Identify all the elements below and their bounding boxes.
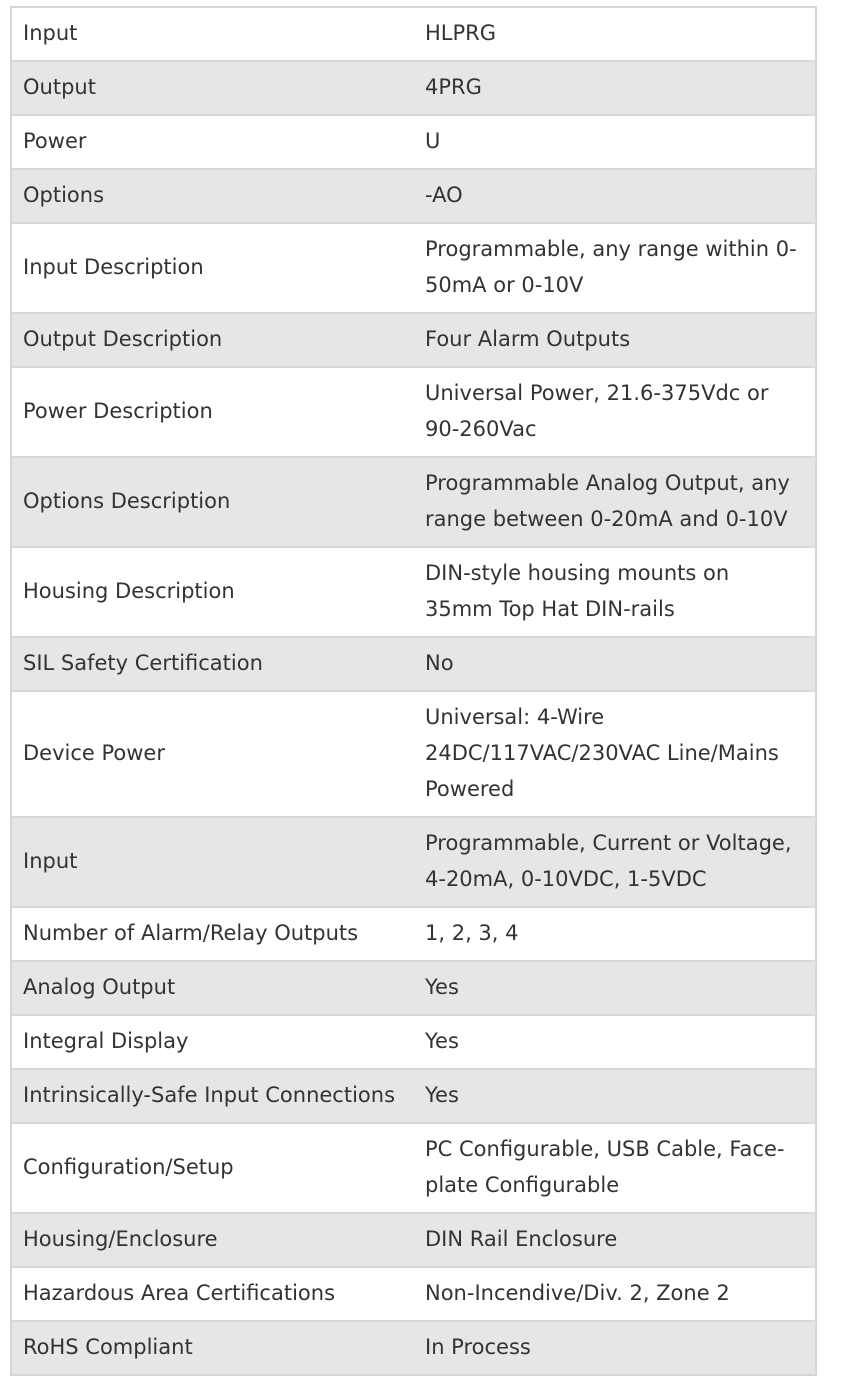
spec-row [11,1123,816,1213]
spec-row [11,637,816,691]
spec-value: -AO [413,169,816,223]
spec-label: RoHS Compliant [11,1321,413,1375]
spec-value: Yes [413,1015,816,1069]
spec-value: 4PRG [413,61,816,115]
spec-label: Input Description [11,223,413,313]
spec-value: HLPRG [413,7,816,61]
spec-label: Options [11,169,413,223]
spec-row [11,457,816,547]
spec-label: Housing Description [11,547,413,637]
spec-label: Input [11,7,413,61]
spec-value: Yes [413,1069,816,1123]
spec-value: Programmable, any range within 0-50mA or 0-10V [413,223,816,313]
spec-row [11,115,816,169]
spec-value: No [413,637,816,691]
spec-value: Programmable, Current or Voltage, 4-20mA, 0-10VDC, 1-5VDC [413,817,816,907]
spec-label: Hazardous Area Certifications [11,1267,413,1321]
spec-value: Non-Incendive/Div. 2, Zone 2 [413,1267,816,1321]
spec-value: DIN-style housing mounts on 35mm Top Hat DIN-rails [413,547,816,637]
spec-value: Yes [413,961,816,1015]
spec-label: Intrinsically-Safe Input Connections [11,1069,413,1123]
spec-label: Output [11,61,413,115]
spec-label: Power Description [11,367,413,457]
spec-value: 1, 2, 3, 4 [413,907,816,961]
spec-label: Output Description [11,313,413,367]
spec-label: Power [11,115,413,169]
spec-label: SIL Safety Certification [11,637,413,691]
spec-label: Housing/Enclosure [11,1213,413,1267]
spec-value: Four Alarm Outputs [413,313,816,367]
spec-row [11,907,816,961]
spec-row [11,691,816,817]
specifications-table-body [11,7,816,1375]
spec-row [11,1069,816,1123]
spec-value: Programmable Analog Output, any range between 0-20mA and 0-10V [413,457,816,547]
spec-label: Number of Alarm/Relay Outputs [11,907,413,961]
spec-label: Integral Display [11,1015,413,1069]
spec-value: Universal Power, 21.6-375Vdc or 90-260Vac [413,367,816,457]
spec-value: DIN Rail Enclosure [413,1213,816,1267]
spec-label: Device Power [11,691,413,817]
spec-row [11,547,816,637]
spec-row [11,817,816,907]
spec-row [11,1267,816,1321]
spec-row [11,1213,816,1267]
spec-row [11,1321,816,1375]
spec-row [11,313,816,367]
spec-label: Input [11,817,413,907]
spec-value: PC Configurable, USB Cable, Face-plate Configurable [413,1123,816,1213]
spec-value: U [413,115,816,169]
spec-row [11,367,816,457]
spec-label: Configuration/Setup [11,1123,413,1213]
spec-label: Analog Output [11,961,413,1015]
spec-value: Universal: 4-Wire 24DC/117VAC/230VAC Line/Mains Powered [413,691,816,817]
spec-row [11,1015,816,1069]
spec-row [11,961,816,1015]
spec-row [11,7,816,61]
spec-row [11,223,816,313]
specifications-table [10,6,817,1376]
spec-row [11,61,816,115]
spec-row [11,169,816,223]
spec-label: Options Description [11,457,413,547]
spec-value: In Process [413,1321,816,1375]
